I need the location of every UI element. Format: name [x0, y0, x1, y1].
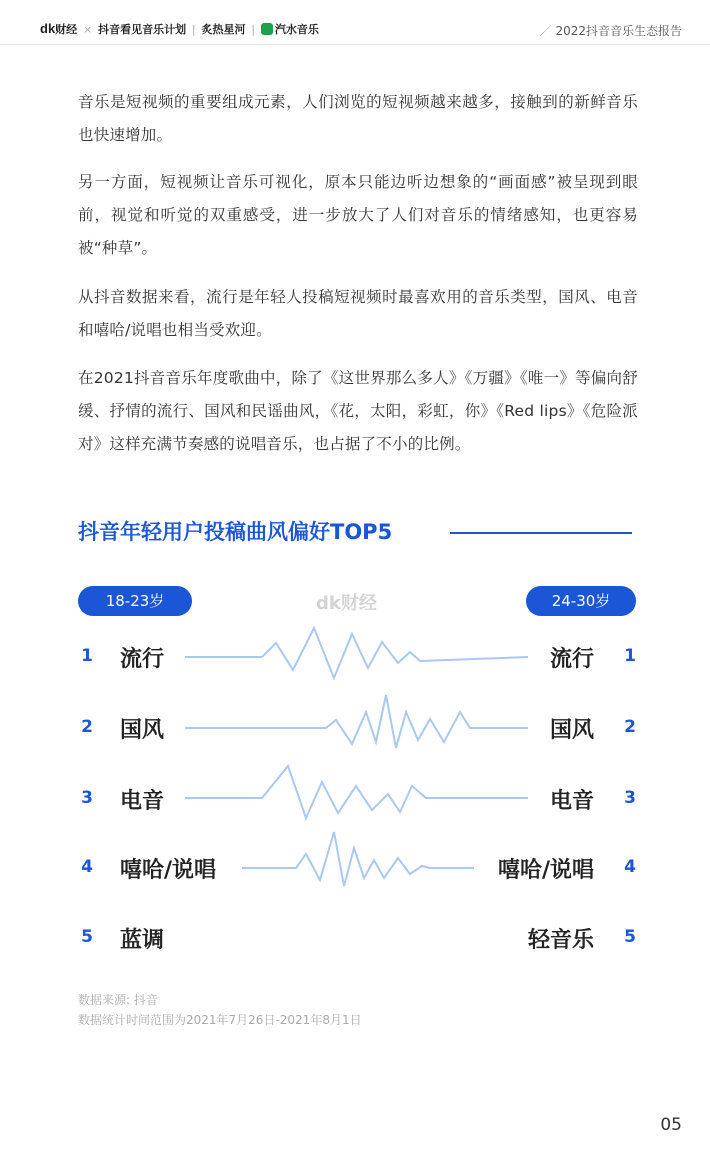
age-group-right-badge: 24-30岁 [526, 586, 636, 616]
genre-left-3: 电音 [120, 789, 165, 814]
rank-left-4: 4 [81, 857, 93, 877]
douyin-plan-logo: 抖音看见音乐计划 [98, 23, 187, 36]
times-sign: × [83, 23, 93, 36]
age-group-left-badge: 18-23岁 [78, 586, 192, 616]
genre-right-5: 轻音乐 [527, 928, 594, 953]
waveform-row-3 [185, 766, 528, 818]
logo-divider-1: | [191, 23, 196, 36]
genre-left-5: 蓝调 [120, 928, 165, 953]
hot-galaxy-logo: 炙热星河 [201, 23, 246, 36]
rank-left-3: 3 [81, 788, 93, 808]
rank-right-2: 2 [624, 717, 636, 737]
rank-left-1: 1 [81, 646, 93, 666]
section-title: 抖音年轻用户投稿曲风偏好TOP5 [78, 520, 393, 544]
rank-left-5: 5 [81, 927, 93, 947]
dk-caijing-logo: 财经 [55, 23, 78, 36]
rank-right-3: 3 [624, 788, 636, 808]
genre-left-1: 流行 [120, 647, 165, 672]
qishui-logo: 汽水音乐 [274, 23, 319, 36]
rank-right-1: 1 [624, 646, 636, 666]
paragraph-3: 从抖音数据来看，流行是年轻人投稿短视频时最喜欢用的音乐类型，国风、电音和嘻哈/说唱也相当受欢迎。 [78, 288, 638, 339]
rank-right-5: 5 [624, 927, 636, 947]
date-range-line: 数据统计时间范围为2021年7月26日-2021年8月1日 [78, 1013, 362, 1027]
genre-right-2: 国风 [549, 718, 594, 743]
page-number: 05 [660, 1115, 682, 1135]
rank-left-2: 2 [81, 717, 93, 737]
logo-divider-2: | [251, 23, 256, 36]
waveform-row-4 [242, 832, 474, 886]
genre-right-4: 嘻哈/说唱 [497, 858, 594, 883]
data-source-note [78, 990, 362, 1030]
genre-left-4: 嘻哈/说唱 [120, 858, 217, 883]
report-title-text: 2022抖音音乐生态报告 [555, 24, 682, 38]
dk-logo-mark: dk [40, 21, 56, 36]
genre-left-2: 国风 [120, 718, 165, 743]
watermark-logo: dk财经 [316, 593, 377, 614]
paragraph-2: 另一方面，短视频让音乐可视化，原本只能边听边想象的“画面感”被呈现到眼前，视觉和听觉的双重感受，进一步放大了人们对音乐的情绪感知，也更容易被“种草”。 [78, 173, 638, 257]
genre-right-3: 电音 [549, 789, 594, 814]
report-slash: ／ [539, 24, 552, 38]
waveform-row-1 [185, 628, 528, 678]
source-line: 数据来源: 抖音 [78, 993, 158, 1007]
paragraph-4: 在2021抖音音乐年度歌曲中，除了《这世界那么多人》《万疆》《唯一》等偏向舒缓、抒情的流行、国风和民谣曲风，《花，太阳，彩虹，你》《Red lips》《危险派对》这样充满节奏感的说唱音乐，也占据了不小的比例。 [78, 369, 638, 453]
waveform-row-2 [185, 695, 528, 748]
rank-right-4: 4 [624, 857, 636, 877]
genre-right-1: 流行 [549, 647, 594, 672]
paragraph-1: 音乐是短视频的重要组成元素，人们浏览的短视频越来越多，接触到的新鲜音乐也快速增加。 [78, 93, 638, 144]
